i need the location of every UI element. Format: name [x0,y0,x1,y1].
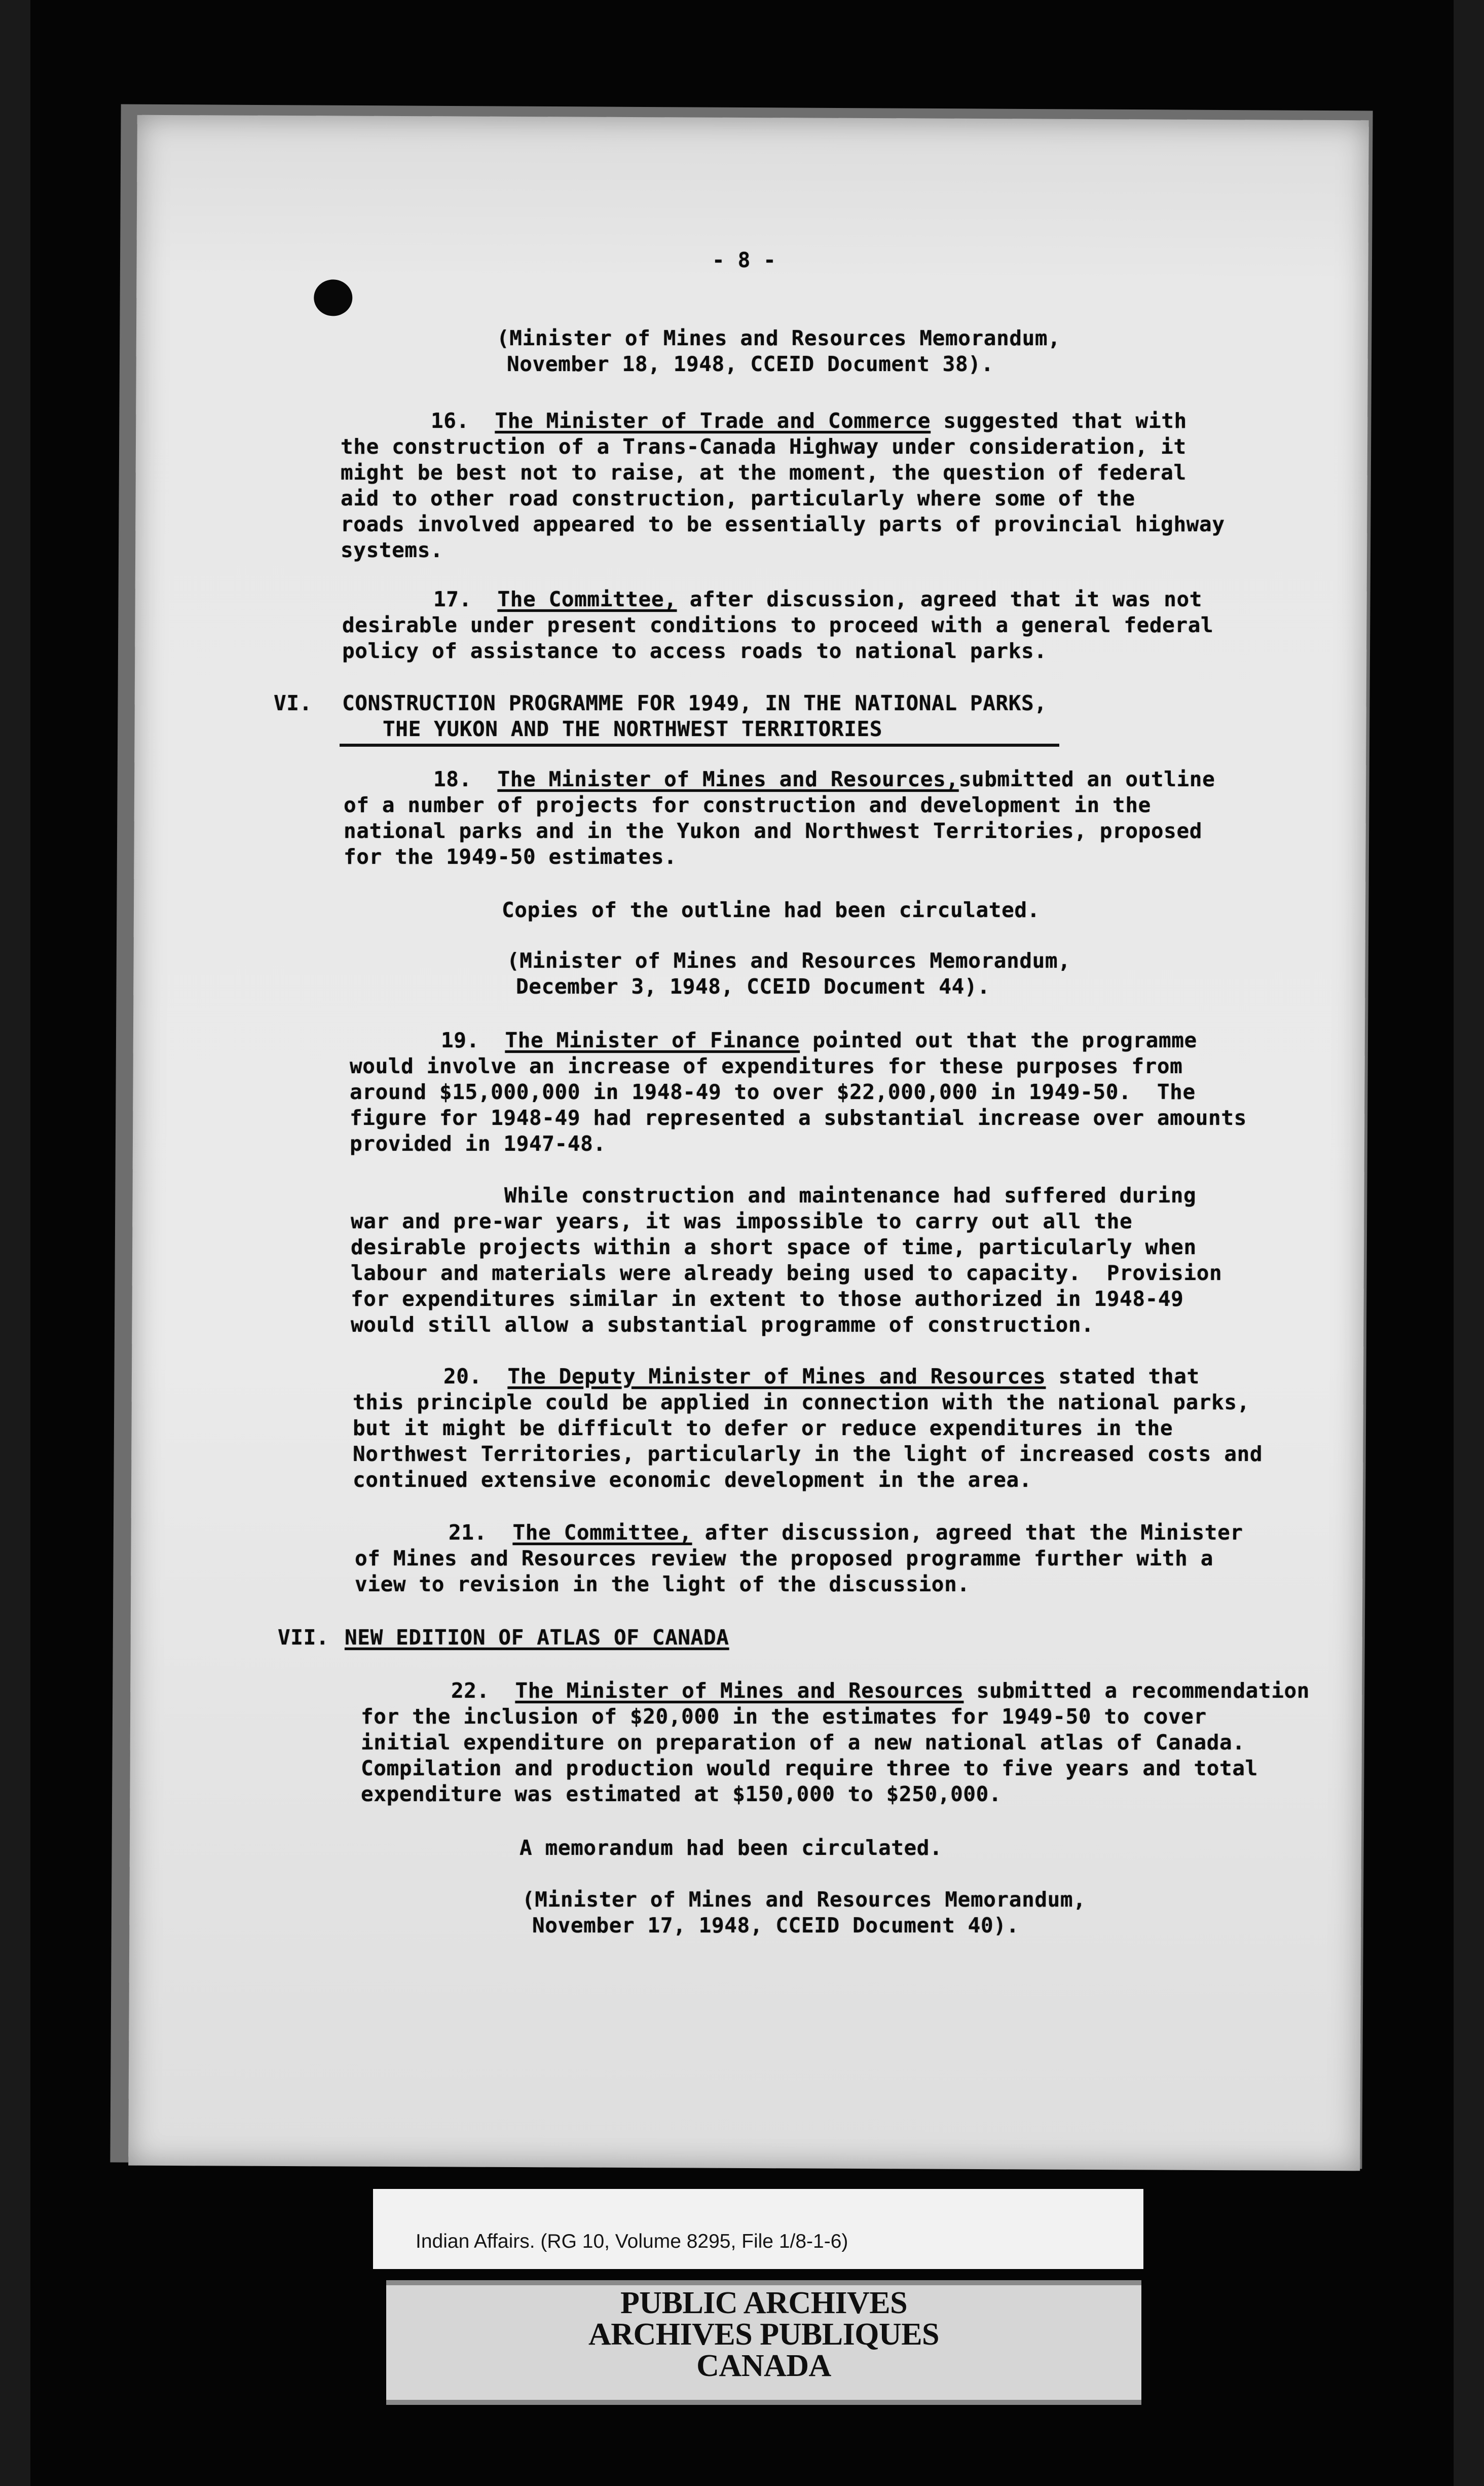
paragraph-19b-line: would still allow a substantial programme of construction. [351,1312,1094,1337]
paragraph-19b-line: While construction and maintenance had suffered during [504,1183,1197,1208]
archive-stamp-line-2: ARCHIVES PUBLIQUES [588,2317,940,2352]
paragraph-20-line: this principle could be applied in connection with the national parks, [353,1390,1250,1414]
section-vi-underline [340,744,1059,747]
paragraph-16-actor: The Minister of Trade and Commerce [495,409,931,433]
paragraph-22-number: 22. [451,1678,490,1703]
paragraph-21-first-line [449,1520,1243,1546]
paragraph-18-line: national parks and in the Yukon and Northwest Territories, proposed [344,819,1203,843]
memo-reference-2-line-1: (Minister of Mines and Resources Memorandum, [507,948,1071,973]
paragraph-16-line: roads involved appeared to be essentially parts of provincial highway [341,512,1225,536]
paragraph-22-actor: The Minister of Mines and Resources [515,1678,964,1703]
paragraph-22-first-line [451,1678,1310,1704]
section-vi-heading-line-2: THE YUKON AND THE NORTHWEST TERRITORIES [383,717,883,741]
paragraph-22-line: expenditure was estimated at $150,000 to $250,000. [361,1782,1002,1806]
paragraph-21-line: view to revision in the light of the discussion. [355,1572,970,1596]
paragraph-20-line: Northwest Territories, particularly in the light of increased costs and [353,1442,1263,1466]
punch-hole [314,279,352,316]
film-edge-left [0,0,30,2486]
paragraph-19b-line: labour and materials were already being used to capacity. Provision [351,1261,1222,1285]
archive-stamp-line-1: PUBLIC ARCHIVES [620,2286,908,2320]
paragraph-19-number: 19. [441,1028,479,1052]
paragraph-21-number: 21. [449,1520,487,1545]
paragraph-18-first-line [433,766,1215,792]
paragraph-16-line: the construction of a Trans-Canada Highway under consideration, it [341,434,1186,459]
paragraph-20-first-line [443,1364,1200,1390]
paragraph-19-line: figure for 1948-49 had represented a substantial increase over amounts [350,1106,1247,1130]
memo-reference-3-line-1: (Minister of Mines and Resources Memorandum, [522,1887,1086,1912]
memo-reference-1-line-1: (Minister of Mines and Resources Memorandum, [497,326,1061,350]
stamp-bar-bottom [386,2400,1141,2405]
paragraph-19b-line: war and pre-war years, it was impossible to carry out all the [351,1209,1133,1233]
paragraph-17-line: policy of assistance to access roads to national parks. [342,639,1047,663]
memo-reference-1-line-2: November 18, 1948, CCEID Document 38). [507,352,994,376]
archive-file-reference: Indian Affairs. (RG 10, Volume 8295, File 1/8-1-6) [416,2231,848,2252]
paragraph-21-line: of Mines and Resources review the proposed programme further with a [355,1546,1214,1570]
paragraph-19-line: around $15,000,000 in 1948-49 to over $22,000,000 in 1949-50. The [350,1080,1196,1104]
paragraph-19b-line: desirable projects within a short space of time, particularly when [351,1235,1197,1259]
paragraph-18-line: of a number of projects for construction and development in the [344,793,1151,817]
section-vi-numeral: VI. [274,691,312,715]
paragraph-16-first-line [431,408,1187,434]
film-edge-right [1454,0,1484,2486]
paragraph-17-actor: The Committee, [497,587,677,611]
paragraph-18-actor: The Minister of Mines and Resources, [497,767,959,791]
paragraph-22-line: for the inclusion of $20,000 in the estimates for 1949-50 to cover [361,1704,1207,1729]
paragraph-20-line: but it might be difficult to defer or reduce expenditures in the [353,1416,1173,1440]
section-vi-heading-line-1: CONSTRUCTION PROGRAMME FOR 1949, IN THE NATIONAL PARKS, [342,691,1047,715]
paragraph-16-line: systems. [341,538,443,562]
copies-circulated-note: Copies of the outline had been circulated. [502,898,1040,922]
paragraph-18-number: 18. [433,767,472,791]
paragraph-19-line: pointed out that the programme [799,1028,1197,1052]
paragraph-19b-line: for expenditures similar in extent to those authorized in 1948-49 [351,1287,1184,1311]
paragraph-20-line: continued extensive economic development in the area. [353,1468,1032,1492]
paragraph-16-number: 16. [431,409,469,433]
page-number: - 8 - [712,248,776,272]
memo-reference-2-line-2: December 3, 1948, CCEID Document 44). [516,974,990,999]
section-vii-numeral: VII. [278,1625,329,1650]
paragraph-20-number: 20. [443,1364,482,1388]
paragraph-16-line: suggested that with [931,409,1187,433]
paragraph-17-number: 17. [433,587,472,611]
paragraph-22-line: initial expenditure on preparation of a new national atlas of Canada. [361,1730,1245,1754]
archive-label-card [373,2189,1143,2269]
paragraph-16-line: aid to other road construction, particularly where some of the [341,486,1135,510]
paragraph-19-line: would involve an increase of expenditures for these purposes from [350,1054,1183,1078]
stamp-bar-top [386,2280,1141,2285]
paragraph-20-line: stated that [1046,1364,1200,1388]
paragraph-20-actor: The Deputy Minister of Mines and Resources [507,1364,1046,1388]
archive-stamp-line-3: CANADA [696,2349,831,2383]
paragraph-17-line: after discussion, agreed that it was not [677,587,1203,611]
paragraph-16-line: might be best not to raise, at the moment, the question of federal [341,460,1186,485]
paragraph-21-actor: The Committee, [512,1520,692,1545]
paragraph-22-line: submitted a recommendation [963,1678,1310,1703]
paragraph-17-line: desirable under present conditions to proceed with a general federal [342,613,1214,637]
memorandum-circulated-note: A memorandum had been circulated. [520,1836,943,1860]
section-vii-heading: NEW EDITION OF ATLAS OF CANADA [345,1625,729,1650]
archive-stamp [386,2287,1141,2382]
paragraph-18-line: submitted an outline [958,767,1215,791]
paragraph-21-line: after discussion, agreed that the Minister [692,1520,1243,1545]
paragraph-17-first-line [433,587,1202,612]
paragraph-19-actor: The Minister of Finance [505,1028,800,1052]
paragraph-19-line: provided in 1947-48. [350,1131,606,1156]
paragraph-22-line: Compilation and production would require three to five years and total [361,1756,1258,1780]
paragraph-18-line: for the 1949-50 estimates. [344,845,677,869]
memo-reference-3-line-2: November 17, 1948, CCEID Document 40). [532,1913,1019,1937]
paragraph-19-first-line [441,1028,1197,1053]
